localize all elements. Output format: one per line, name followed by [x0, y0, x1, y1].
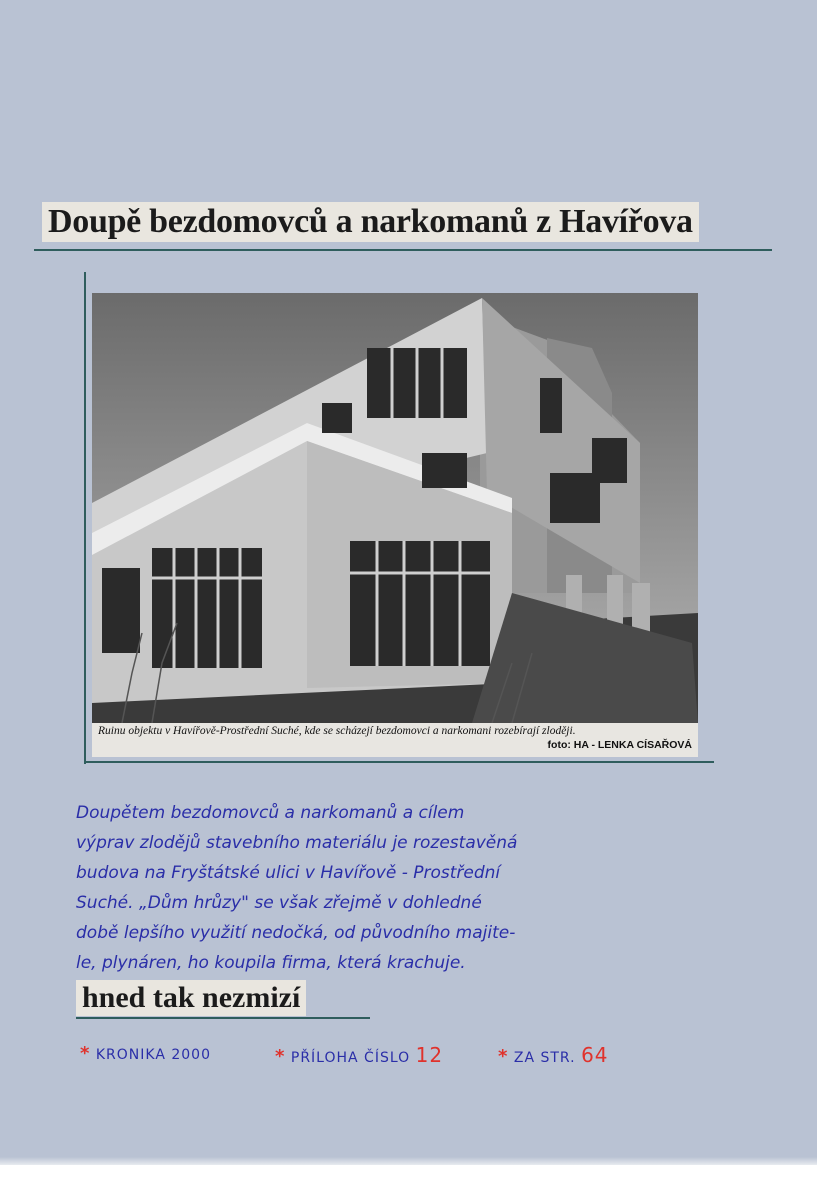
- star-icon: *: [498, 1046, 509, 1067]
- article-headline: Doupě bezdomovců a narkomanů z Havířova: [42, 202, 699, 242]
- handwritten-line: výprav zlodějů stavebního materiálu je rozestavěná: [76, 833, 518, 853]
- attachment-label: PŘÍLOHA ČÍSLO: [290, 1050, 411, 1066]
- star-icon: *: [275, 1046, 286, 1067]
- star-icon: *: [80, 1043, 91, 1064]
- handwritten-line: Suché. „Dům hrůzy" se však zřejmě v dohledné: [76, 893, 482, 913]
- attachment-number: 12: [415, 1043, 444, 1067]
- footer-attachment: [275, 1043, 443, 1067]
- page-label: ZA STR.: [513, 1050, 576, 1066]
- handwritten-line: Doupětem bezdomovců a narkomanů a cílem: [76, 803, 465, 823]
- page-number: 64: [581, 1043, 609, 1067]
- photo-caption: Ruinu objektu v Havířově-Prostřední Suché, kde se scházejí bezdomovci a narkomani rozebírají zloději.: [98, 725, 576, 737]
- handwritten-note: [76, 798, 666, 978]
- newspaper-clipping: [92, 293, 698, 757]
- divider-line: [76, 1017, 370, 1019]
- photo-credit: foto: HA - LENKA CÍSAŘOVÁ: [547, 739, 692, 751]
- footer-page: [498, 1043, 609, 1067]
- divider-line: [84, 761, 714, 763]
- footer-chronicle: [80, 1043, 211, 1064]
- handwritten-line: budova na Fryštátské ulici v Havířově - Prostřední: [76, 863, 501, 883]
- chronicle-label: KRONIKA 2000: [95, 1047, 211, 1063]
- building-photo: [92, 293, 698, 723]
- article-subtitle: hned tak nezmizí: [76, 980, 306, 1016]
- handwritten-line: le, plynáren, ho koupila firma, která krachuje.: [76, 953, 466, 973]
- divider-line-vertical: [84, 272, 86, 764]
- handwritten-line: době lepšího využití nedočká, od původního majite-: [76, 923, 516, 943]
- divider-line: [34, 249, 772, 251]
